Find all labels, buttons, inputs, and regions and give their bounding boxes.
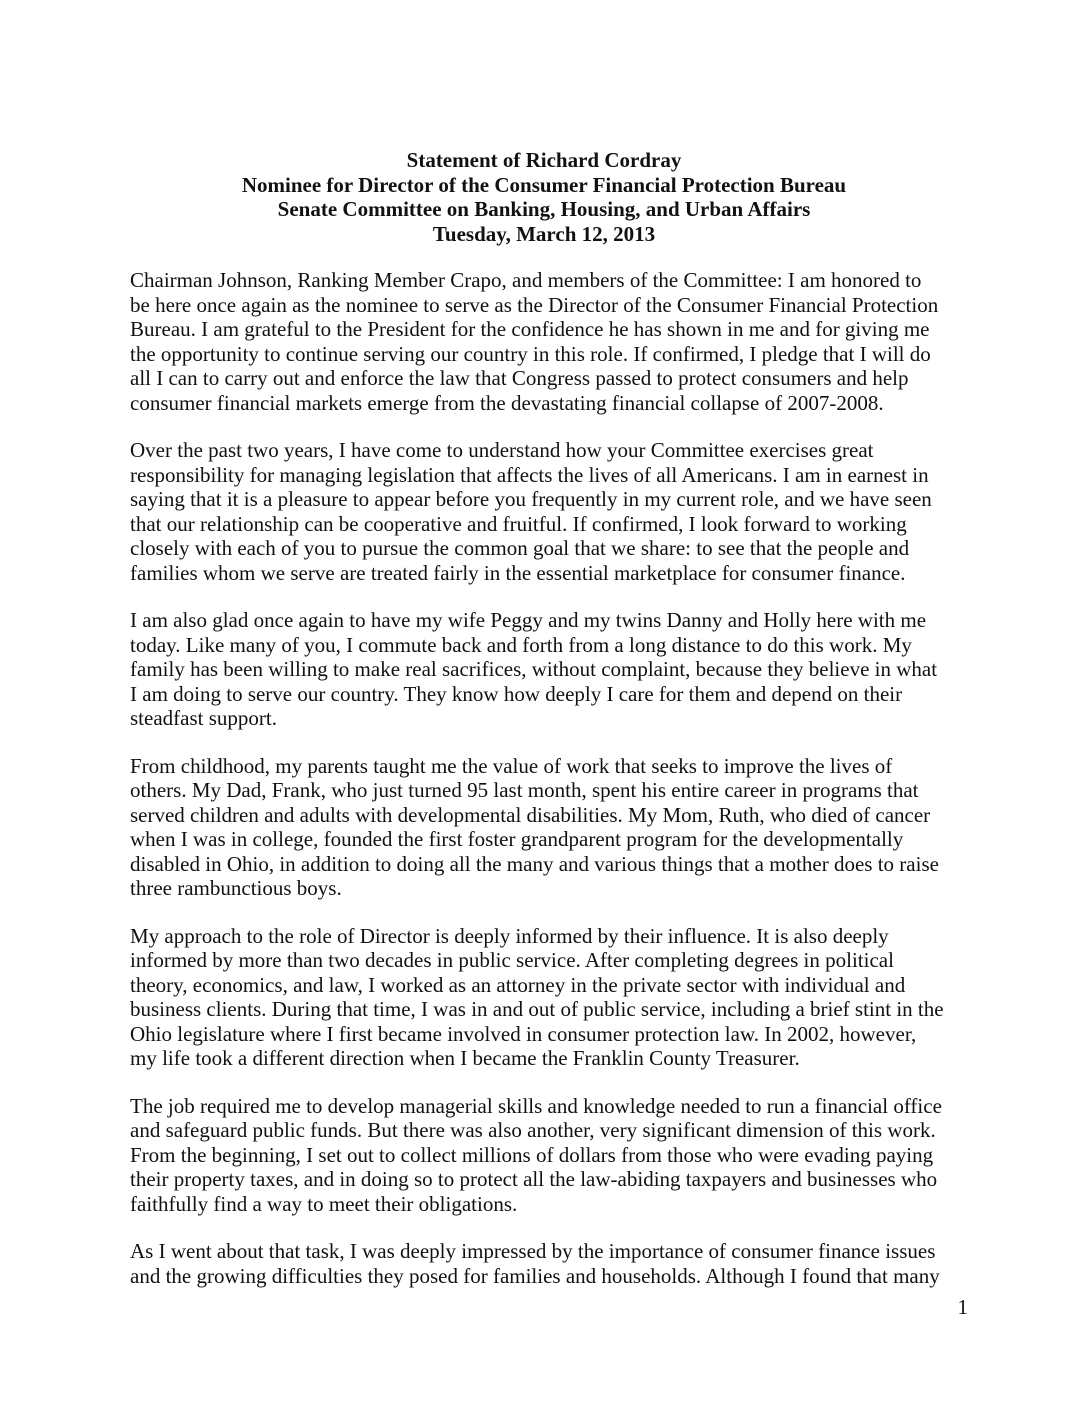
statement-header bbox=[0, 148, 1088, 246]
text-line: From the beginning, I set out to collect millions of dollars from those who were evading paying bbox=[130, 1142, 934, 1167]
text-line: family has been willing to make real sacrifices, without complaint, because they believe in what bbox=[130, 657, 938, 681]
text-line: saying that it is a pleasure to appear before you frequently in my current role, and we have seen bbox=[130, 487, 932, 511]
paragraph-committee bbox=[130, 438, 966, 585]
text-line: As I went about that task, I was deeply impressed by the importance of consumer finance issues bbox=[130, 1239, 936, 1263]
text-line: business clients. During that time, I was in and out of public service, including a brief stint in the bbox=[130, 997, 944, 1021]
text-line: The job required me to develop managerial skills and knowledge needed to run a financial office bbox=[130, 1093, 942, 1118]
text-line: theory, economics, and law, I worked as an attorney in the private sector with individual and bbox=[130, 972, 906, 997]
text-line: be here once again as the nominee to serve as the Director of the Consumer Financial Protection bbox=[130, 292, 939, 317]
text-line: informed by more than two decades in public service. After completing degrees in political bbox=[130, 948, 894, 972]
text-line: my life took a different direction when I became the Franklin County Treasurer. bbox=[130, 1046, 800, 1070]
text-line: and the growing difficulties they posed for families and households. Although I found that many bbox=[130, 1263, 940, 1288]
header-committee-line: Senate Committee on Banking, Housing, and Urban Affairs bbox=[277, 197, 811, 221]
page-number: 1 bbox=[957, 1295, 968, 1319]
header-nominee-line: Nominee for Director of the Consumer Financial Protection Bureau bbox=[241, 172, 847, 197]
header-date-line: Tuesday, March 12, 2013 bbox=[432, 221, 656, 246]
text-line: disabled in Ohio, in addition to doing all the many and various things that a mother does to raise bbox=[130, 851, 939, 876]
text-line: responsibility for managing legislation that affects the lives of all Americans. I am in earnest in bbox=[130, 462, 929, 487]
text-line: served children and adults with developmental disabilities. My Mom, Ruth, who died of cancer bbox=[130, 802, 931, 827]
paragraph-parents bbox=[130, 754, 966, 901]
header-title: Statement of Richard Cordray bbox=[406, 148, 682, 172]
text-line: Chairman Johnson, Ranking Member Crapo, and members of the Committee: I am honored to bbox=[130, 268, 922, 292]
text-line: Ohio legislature where I first became involved in consumer protection law. In 2002, however, bbox=[130, 1021, 917, 1046]
paragraph-family bbox=[130, 608, 966, 731]
text-line: closely with each of you to pursue the common goal that we share: to see that the people and bbox=[130, 536, 910, 560]
text-line: families whom we serve are treated fairly in the essential marketplace for consumer finance. bbox=[130, 560, 906, 585]
text-line: today. Like many of you, I commute back and forth from a long distance to do this work. My bbox=[130, 632, 912, 657]
text-line: three rambunctious boys. bbox=[130, 876, 342, 900]
text-line: and safeguard public funds. But there was also another, very significant dimension of this work. bbox=[130, 1118, 936, 1142]
paragraph-consumer-finance bbox=[130, 1239, 966, 1288]
text-line: steadfast support. bbox=[130, 706, 277, 730]
text-line: My approach to the role of Director is deeply informed by their influence. It is also deeply bbox=[130, 923, 889, 948]
paragraph-approach bbox=[130, 924, 966, 1071]
text-line: that our relationship can be cooperative and fruitful. If confirmed, I look forward to working bbox=[130, 511, 907, 536]
text-line: consumer financial markets emerge from the devastating financial collapse of 2007-2008. bbox=[130, 390, 884, 415]
text-line: the opportunity to continue serving our country in this role. If confirmed, I pledge that I will do bbox=[130, 341, 931, 366]
text-line: Over the past two years, I have come to understand how your Committee exercises great bbox=[130, 438, 874, 462]
paragraph-treasurer bbox=[130, 1094, 966, 1217]
text-line: I am doing to serve our country. They know how deeply I care for them and depend on their bbox=[130, 681, 903, 706]
text-line: their property taxes, and in doing so to protect all the law-abiding taxpayers and businesses who bbox=[130, 1167, 938, 1191]
text-line: others. My Dad, Frank, who just turned 95 last month, spent his entire career in programs that bbox=[130, 778, 919, 802]
paragraph-opening bbox=[130, 268, 966, 415]
statement-body bbox=[130, 268, 966, 1311]
text-line: faithfully find a way to meet their obligations. bbox=[130, 1191, 518, 1216]
text-line: From childhood, my parents taught me the value of work that seeks to improve the lives of bbox=[130, 753, 893, 778]
text-line: all I can to carry out and enforce the law that Congress passed to protect consumers and help bbox=[130, 366, 909, 390]
text-line: I am also glad once again to have my wife Peggy and my twins Danny and Holly here with me bbox=[130, 608, 927, 632]
text-line: when I was in college, founded the first foster grandparent program for the developmentally bbox=[130, 827, 904, 851]
text-line: Bureau. I am grateful to the President for the confidence he has shown in me and for giving me bbox=[130, 317, 930, 341]
